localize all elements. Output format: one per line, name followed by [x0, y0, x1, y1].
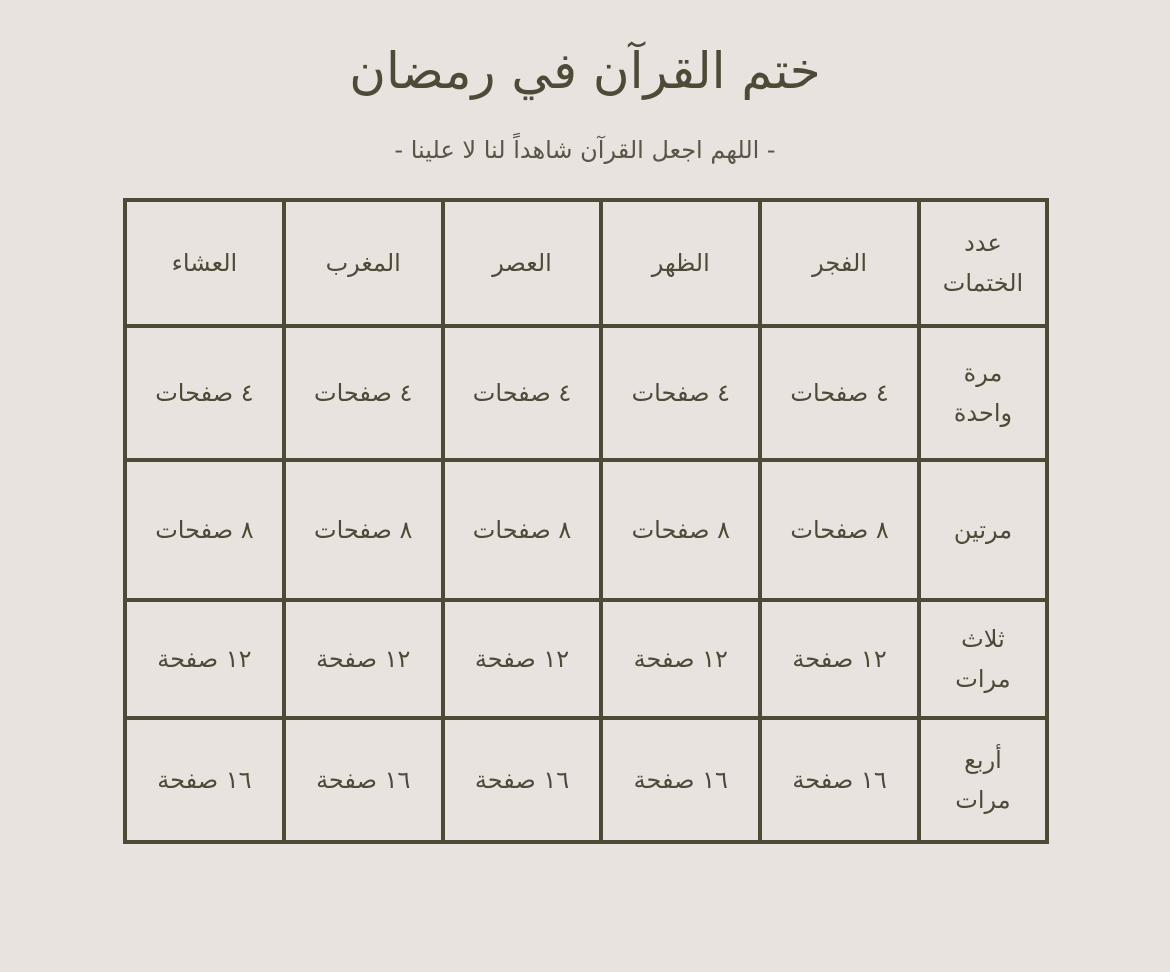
pages-cell: ١٢ صفحة — [601, 600, 760, 718]
header-asr: العصر — [443, 200, 602, 326]
pages-cell: ١٦ صفحة — [125, 718, 284, 842]
pages-cell: ١٦ صفحة — [284, 718, 443, 842]
row-count-cell — [919, 718, 1047, 842]
pages-cell: ٨ صفحات — [125, 460, 284, 600]
pages-cell: ٤ صفحات — [284, 326, 443, 460]
pages-cell: ٤ صفحات — [601, 326, 760, 460]
pages-cell: ٤ صفحات — [125, 326, 284, 460]
row-count-line2: واحدة — [953, 399, 1013, 427]
row-count-line1: مرتين — [953, 516, 1013, 544]
row-count-cell — [919, 460, 1047, 600]
pages-cell: ٨ صفحات — [443, 460, 602, 600]
row-count-cell — [919, 600, 1047, 718]
pages-cell: ١٢ صفحة — [125, 600, 284, 718]
pages-cell: ٨ صفحات — [760, 460, 919, 600]
pages-cell: ١٢ صفحة — [284, 600, 443, 718]
header-dhuhr: الظهر — [601, 200, 760, 326]
table-row — [125, 600, 1047, 718]
row-count-line1: ثلاث — [961, 625, 1005, 653]
pages-cell: ١٢ صفحة — [443, 600, 602, 718]
table-row — [125, 460, 1047, 600]
pages-cell: ١٦ صفحة — [443, 718, 602, 842]
table-header-row — [125, 200, 1047, 326]
pages-cell: ٨ صفحات — [284, 460, 443, 600]
pages-cell: ٤ صفحات — [760, 326, 919, 460]
header-maghrib: المغرب — [284, 200, 443, 326]
row-count-cell — [919, 326, 1047, 460]
pages-cell: ٤ صفحات — [443, 326, 602, 460]
row-count-line2: مرات — [955, 786, 1011, 814]
header-count-cell — [919, 200, 1047, 326]
header-isha: العشاء — [125, 200, 284, 326]
row-count-line2: مرات — [955, 665, 1011, 693]
row-count-line1: مرة — [963, 359, 1003, 387]
row-count-line1: أربع — [964, 746, 1002, 774]
header-fajr: الفجر — [760, 200, 919, 326]
khatm-schedule-table — [123, 198, 1049, 844]
page-subtitle: - اللهم اجعل القرآن شاهداً لنا لا علينا - — [394, 136, 776, 164]
pages-cell: ١٢ صفحة — [760, 600, 919, 718]
header-count-label-line1: عدد — [964, 229, 1002, 257]
pages-cell: ١٦ صفحة — [601, 718, 760, 842]
pages-cell: ٨ صفحات — [601, 460, 760, 600]
page-title: ختم القرآن في رمضان — [349, 42, 821, 100]
table-row — [125, 326, 1047, 460]
table-row — [125, 718, 1047, 842]
pages-cell: ١٦ صفحة — [760, 718, 919, 842]
header-count-label-line2: الختمات — [942, 269, 1024, 297]
